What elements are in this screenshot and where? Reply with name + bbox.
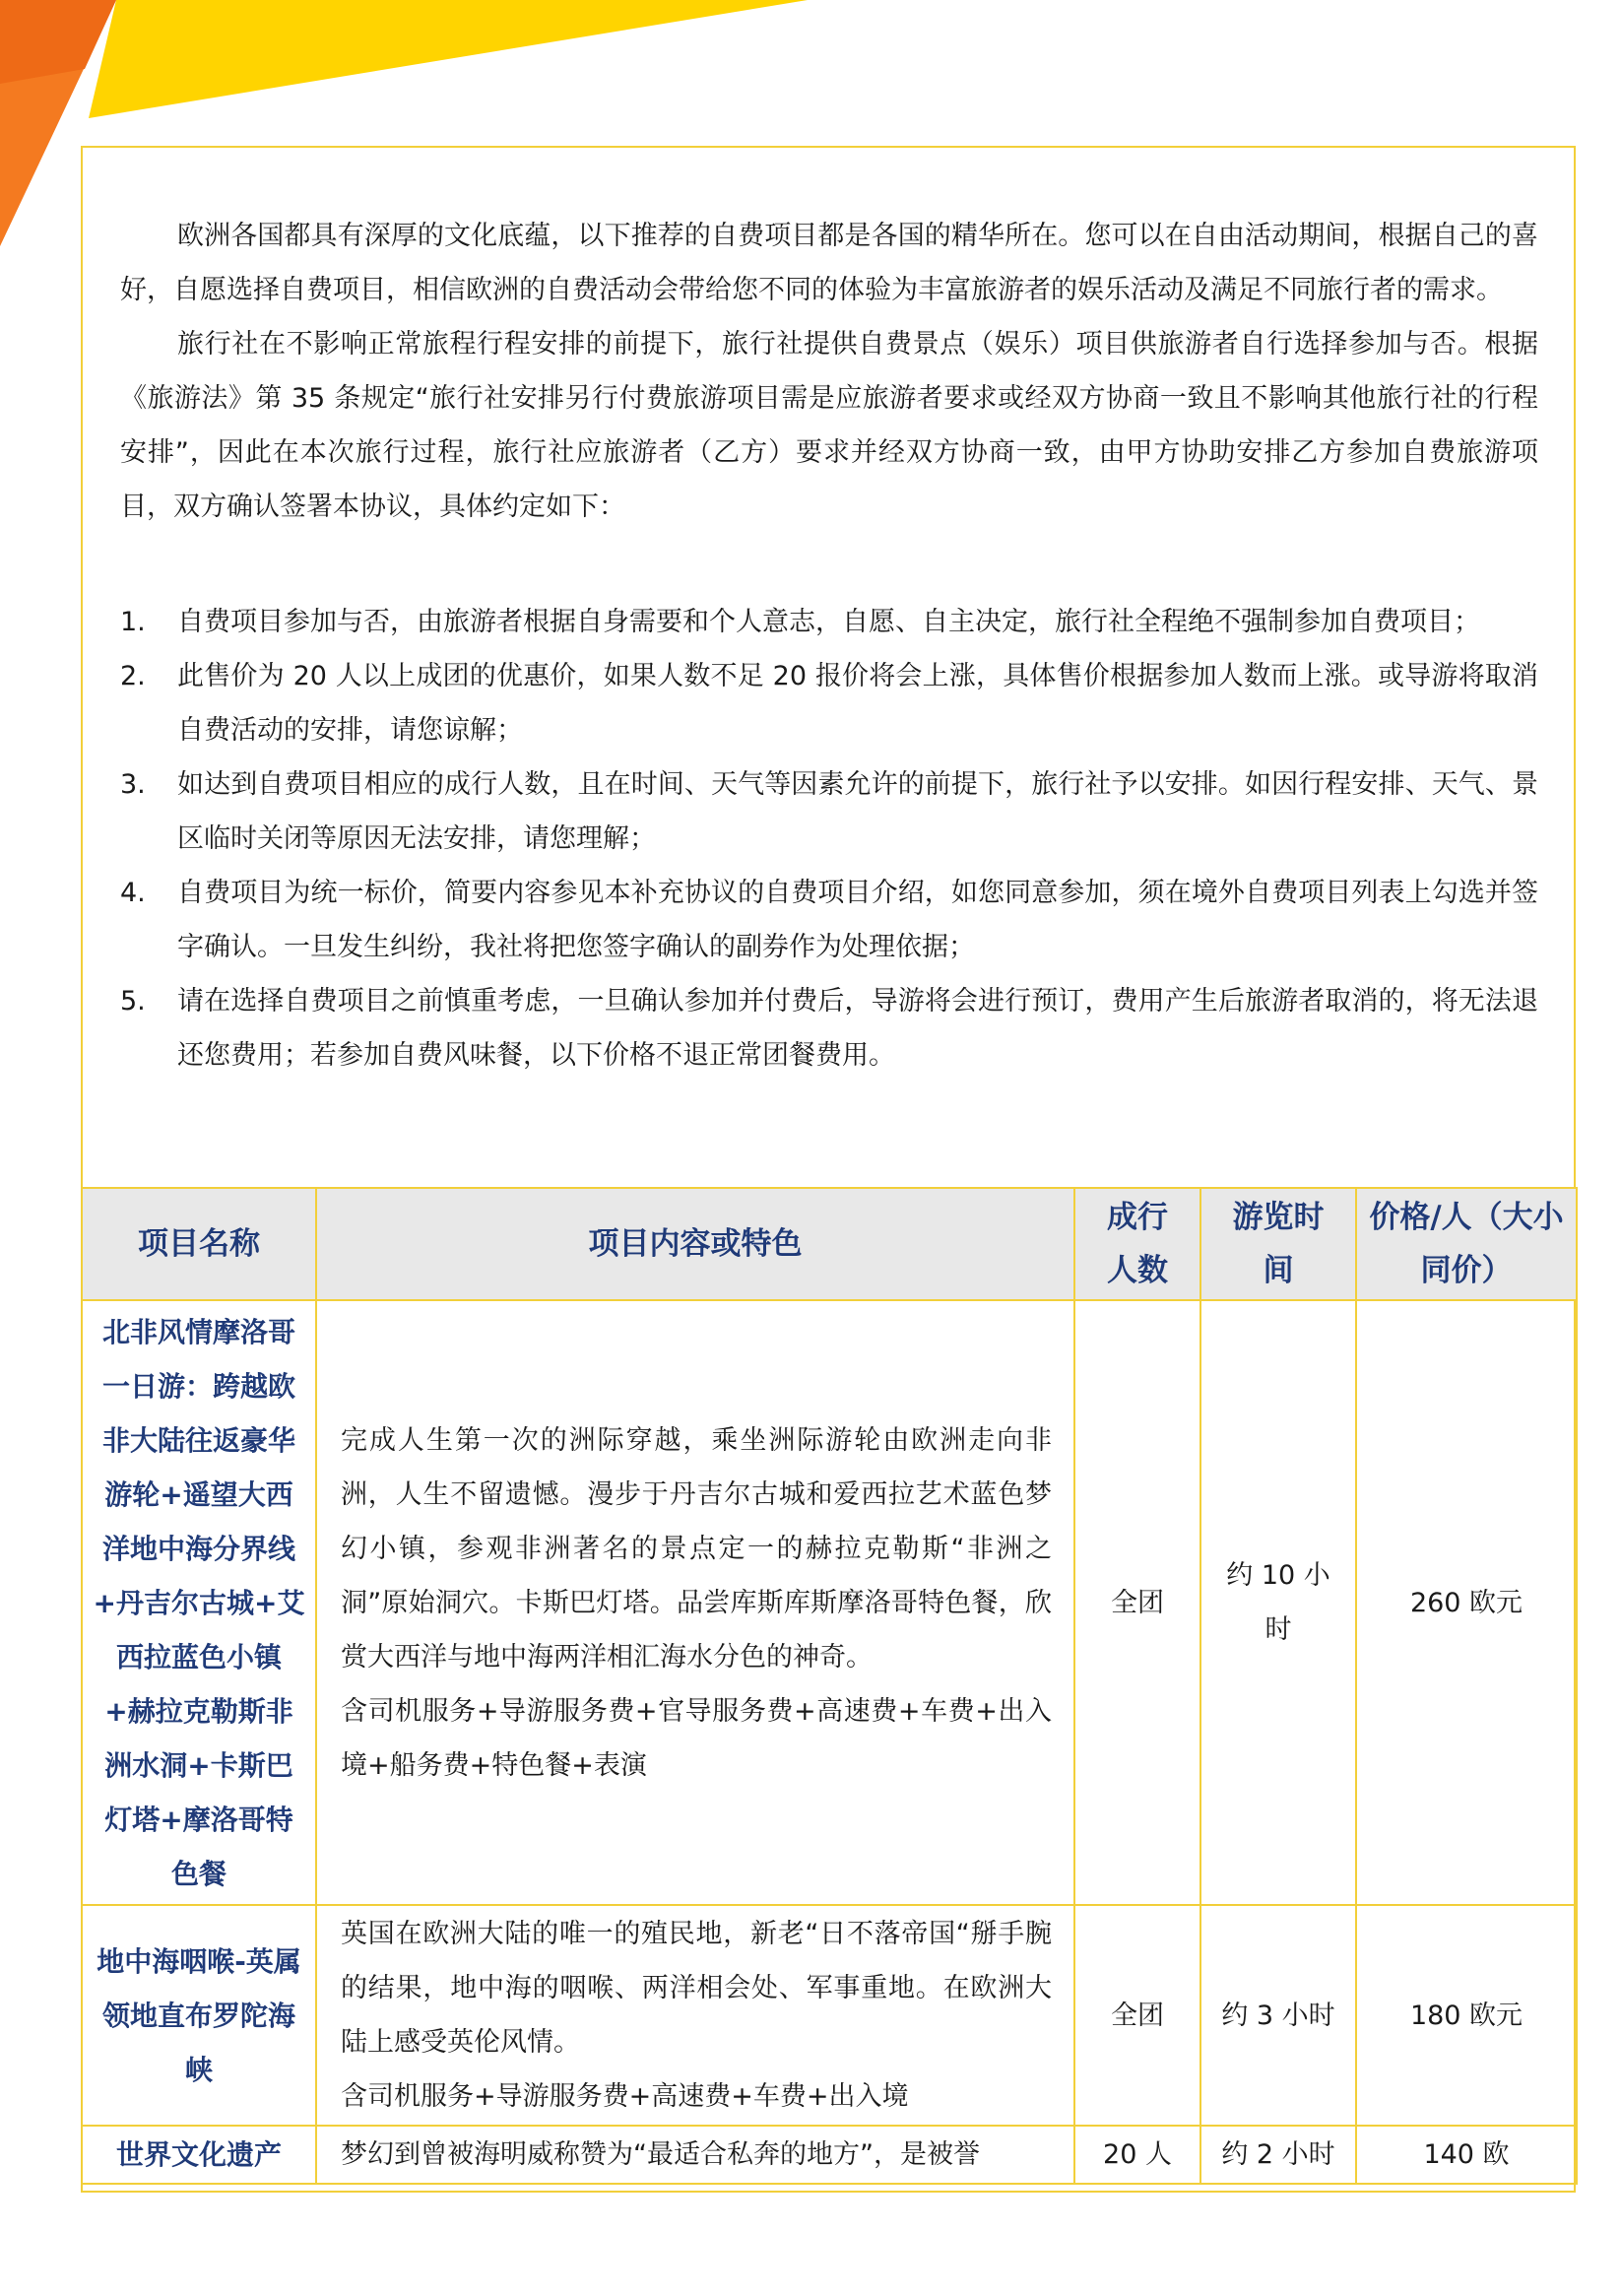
item-name: 北非风情摩洛哥一日游：跨越欧非大陆往返豪华游轮+遥望大西洋地中海分界线+丹吉尔古城+艾西拉蓝色小镇+赫拉克勒斯非洲水洞+卡斯巴灯塔+摩洛哥特色餐 <box>82 1300 316 1905</box>
term-item <box>120 866 1538 974</box>
item-includes: 含司机服务+导游服务费+官导服务费+高速费+车费+出入境+船务费+特色餐+表演 <box>341 1695 1052 1781</box>
item-group-size: 全团 <box>1074 1905 1200 2126</box>
term-number: 1. <box>120 607 146 637</box>
item-description-text: 梦幻到曾被海明威称赞为“最适合私奔的地方”，是被誉 <box>341 2139 980 2170</box>
intro-section <box>120 209 1538 534</box>
header-group-size: 成行人数 <box>1074 1188 1200 1300</box>
item-name: 世界文化遗产 <box>82 2126 316 2184</box>
term-text: 此售价为 20 人以上成团的优惠价，如果人数不足 20 报价将会上涨，具体售价根据参加人数而上涨。或导游将取消自费活动的安排，请您谅解； <box>177 661 1538 746</box>
item-price: 140 欧 <box>1356 2126 1577 2184</box>
terms-list <box>120 595 1538 1082</box>
term-text: 自费项目为统一标价，简要内容参见本补充协议的自费项目介绍，如您同意参加，须在境外自费项目列表上勾选并签字确认。一旦发生纠纷，我社将把您签字确认的副券作为处理依据； <box>177 878 1538 962</box>
self-pay-items-table <box>81 1187 1578 2185</box>
term-number: 4. <box>120 878 146 908</box>
item-description-text: 英国在欧洲大陆的唯一的殖民地，新老“日不落帝国“掰手腕的结果，地中海的咽喉、两洋相会处、军事重地。在欧洲大陆上感受英伦风情。 <box>341 1919 1052 2058</box>
item-price: 260 欧元 <box>1356 1300 1577 1905</box>
term-text: 如达到自费项目相应的成行人数，且在时间、天气等因素允许的前提下，旅行社予以安排。如因行程安排、天气、景区临时关闭等原因无法安排，请您理解； <box>177 769 1538 854</box>
term-number: 5. <box>120 986 146 1017</box>
header-item-name: 项目名称 <box>82 1188 316 1300</box>
table-row <box>82 1300 1577 1905</box>
item-duration: 约 2 小时 <box>1200 2126 1356 2184</box>
term-item <box>120 649 1538 757</box>
item-duration: 约 3 小时 <box>1200 1905 1356 2126</box>
table-header-row <box>82 1188 1577 1300</box>
term-item <box>120 974 1538 1082</box>
item-duration: 约 10 小时 <box>1200 1300 1356 1905</box>
item-description <box>316 1300 1074 1905</box>
item-name: 地中海咽喉-英属领地直布罗陀海峡 <box>82 1905 316 2126</box>
term-item <box>120 595 1538 649</box>
item-group-size: 全团 <box>1074 1300 1200 1905</box>
term-number: 2. <box>120 661 146 691</box>
header-price: 价格/人（大小同价） <box>1356 1188 1577 1300</box>
header-duration: 游览时间 <box>1200 1188 1356 1300</box>
intro-paragraph-1: 欧洲各国都具有深厚的文化底蕴，以下推荐的自费项目都是各国的精华所在。您可以在自由活动期间，根据自己的喜好，自愿选择自费项目，相信欧洲的自费活动会带给您不同的体验为丰富旅游者的娱乐活动及满足不同旅行者的需求。 <box>120 221 1538 305</box>
intro-paragraph-2: 旅行社在不影响正常旅程行程安排的前提下，旅行社提供自费景点（娱乐）项目供旅游者自行选择参加与否。根据《旅游法》第 35 条规定“旅行社安排另行付费旅游项目需是应旅游者要求或经双方协商一致且不影响其他旅行社的行程安排”，因此在本次旅行过程，旅行社应旅游者（乙方）要求并经双方协商一致，由甲方协助安排乙方参加自费旅游项目，双方确认签署本协议，具体约定如下： <box>120 329 1538 522</box>
term-item <box>120 757 1538 866</box>
table-row <box>82 2126 1577 2184</box>
table-row <box>82 1905 1577 2126</box>
item-includes: 含司机服务+导游服务费+高速费+车费+出入境 <box>341 2081 909 2112</box>
term-text: 自费项目参加与否，由旅游者根据自身需要和个人意志，自愿、自主决定，旅行社全程绝不强制参加自费项目； <box>177 607 1480 637</box>
item-description-text: 完成人生第一次的洲际穿越，乘坐洲际游轮由欧洲走向非洲，人生不留遗憾。漫步于丹吉尔古城和爱西拉艺术蓝色梦幻小镇，参观非洲著名的景点定一的赫拉克勒斯“非洲之洞”原始洞穴。卡斯巴灯塔。品尝库斯库斯摩洛哥特色餐，欣赏大西洋与地中海两洋相汇海水分色的神奇。 <box>341 1424 1052 1673</box>
header-item-content: 项目内容或特色 <box>316 1188 1074 1300</box>
item-description <box>316 2126 1074 2184</box>
item-price: 180 欧元 <box>1356 1905 1577 2126</box>
item-group-size: 20 人 <box>1074 2126 1200 2184</box>
term-text: 请在选择自费项目之前慎重考虑，一旦确认参加并付费后，导游将会进行预订，费用产生后旅游者取消的，将无法退还您费用；若参加自费风味餐，以下价格不退正常团餐费用。 <box>177 986 1538 1071</box>
term-number: 3. <box>120 769 146 800</box>
item-description <box>316 1905 1074 2126</box>
